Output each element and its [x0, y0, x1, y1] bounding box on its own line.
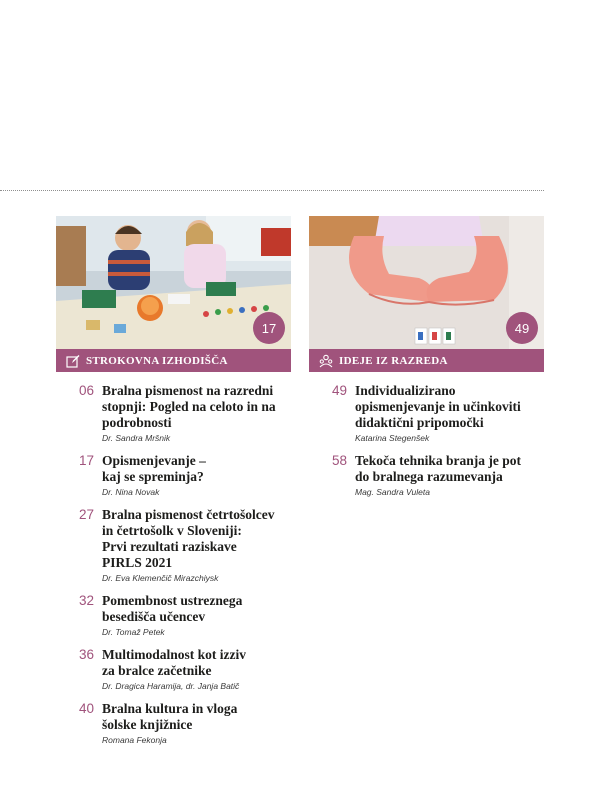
toc-entry[interactable] — [309, 453, 544, 498]
title-line: Tekoča tehnika branja je pot — [355, 453, 522, 468]
toc-list — [309, 383, 544, 498]
dotted-divider — [0, 190, 544, 191]
article-title — [102, 647, 291, 679]
title-line: stopnji: Pogled na celoto in na — [102, 399, 276, 414]
title-line: Bralna pismenost na razredni — [102, 383, 274, 398]
article-author: Dr. Dragica Haramija, dr. Janja Batič — [102, 681, 240, 691]
section-header-bar — [309, 349, 544, 372]
article-author: Mag. Sandra Vuleta — [355, 487, 430, 497]
article-author: Katarina Stegenšek — [355, 433, 430, 443]
toc-entry[interactable] — [56, 507, 291, 584]
article-author: Dr. Eva Klemenčič Mirazchiysk — [102, 573, 219, 583]
edit-icon — [66, 354, 80, 368]
title-line: Opismenjevanje – — [102, 453, 206, 468]
title-line: do bralnega razumevanja — [355, 469, 503, 484]
section-label: STROKOVNA IZHODIŠČA — [86, 354, 228, 367]
page-number: 27 — [78, 507, 94, 522]
toc-entry[interactable] — [56, 647, 291, 692]
section-strokovna-izhodisca — [56, 216, 291, 755]
page-number: 17 — [78, 453, 94, 468]
title-line: Prvi rezultati raziskave — [102, 539, 237, 554]
page-number: 06 — [78, 383, 94, 398]
article-title — [355, 453, 544, 485]
toc-entry[interactable] — [309, 383, 544, 444]
toc-entry[interactable] — [56, 383, 291, 444]
article-title — [102, 507, 291, 571]
page-badge: 49 — [506, 312, 538, 344]
title-line: Bralna pismenost četrtošolcev — [102, 507, 275, 522]
classroom-photo-arms — [309, 216, 544, 349]
toc-entry[interactable] — [56, 593, 291, 638]
page-number: 36 — [78, 647, 94, 662]
article-author: Romana Fekonja — [102, 735, 167, 745]
title-line: didaktični pripomočki — [355, 415, 484, 430]
article-author: Dr. Tomaž Petek — [102, 627, 165, 637]
title-line: kaj se spreminja? — [102, 469, 204, 484]
title-line: podrobnosti — [102, 415, 172, 430]
article-title — [355, 383, 544, 431]
page-number: 40 — [78, 701, 94, 716]
article-title — [102, 593, 291, 625]
page-number: 58 — [331, 453, 347, 468]
people-idea-icon — [319, 354, 333, 368]
title-line: šolske knjižnice — [102, 717, 193, 732]
page-number: 49 — [331, 383, 347, 398]
title-line: za bralce začetnike — [102, 663, 212, 678]
title-line: Multimodalnost kot izziv — [102, 647, 246, 662]
section-ideje-iz-razreda — [309, 216, 544, 507]
classroom-photo-children — [56, 216, 291, 349]
title-line: Individualizirano — [355, 383, 456, 398]
article-title — [102, 453, 291, 485]
title-line: Pomembnost ustreznega — [102, 593, 243, 608]
section-header-bar — [56, 349, 291, 372]
toc-entry[interactable] — [56, 701, 291, 746]
article-title — [102, 383, 291, 431]
article-author: Dr. Nina Novak — [102, 487, 160, 497]
toc-list — [56, 383, 291, 746]
page-badge: 17 — [253, 312, 285, 344]
title-line: opismenjevanje in učinkoviti — [355, 399, 521, 414]
article-author: Dr. Sandra Mršnik — [102, 433, 171, 443]
title-line: PIRLS 2021 — [102, 555, 173, 570]
article-title — [102, 701, 291, 733]
section-label: IDEJE IZ RAZREDA — [339, 354, 448, 367]
page-number: 32 — [78, 593, 94, 608]
title-line: in četrtošolk v Sloveniji: — [102, 523, 242, 538]
title-line: besedišča učencev — [102, 609, 206, 624]
toc-entry[interactable] — [56, 453, 291, 498]
title-line: Bralna kultura in vloga — [102, 701, 238, 716]
